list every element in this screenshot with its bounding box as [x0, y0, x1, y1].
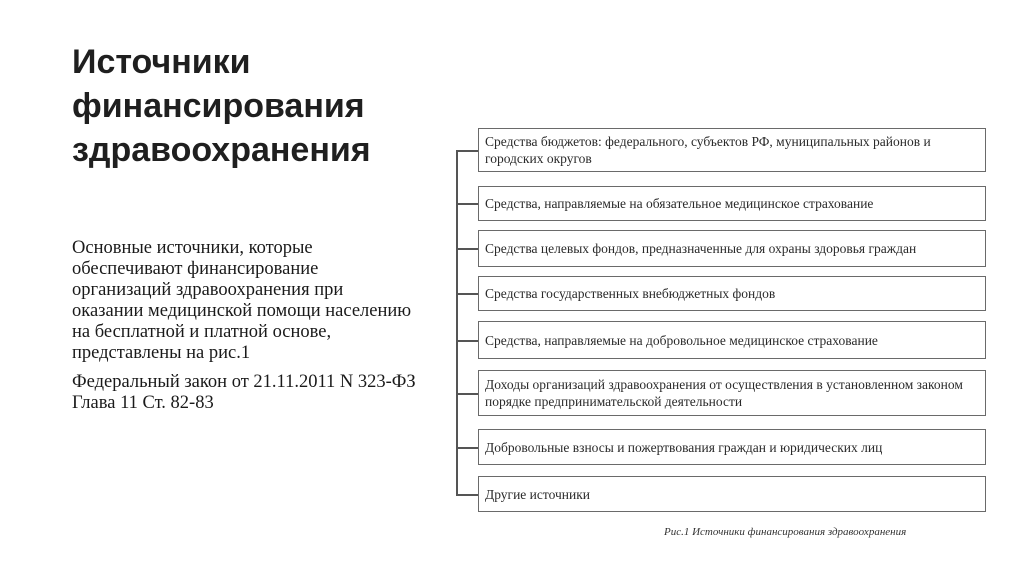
diagram-trunk-top-connector — [456, 150, 478, 152]
diagram-connector — [456, 494, 478, 496]
figure-caption: Рис.1 Источники финансирования здравоохранения — [664, 526, 907, 538]
source-box-target-funds — [478, 230, 986, 267]
source-box-business-income — [478, 370, 986, 416]
source-box-budgets — [478, 128, 986, 172]
body-paragraph-main: Основные источники, которые обеспечивают финансирование организаций здравоохранения при оказании медицинской помощи населению на бесплатной и платной основе, представлены на рис.1 — [72, 238, 412, 363]
slide-title: Источники финансирования здравоохранения — [72, 43, 371, 169]
diagram-connector — [456, 293, 478, 295]
diagram-connector — [456, 393, 478, 395]
diagram-connector — [456, 447, 478, 449]
source-label: Средства целевых фондов, предназначенные для охраны здоровья граждан — [485, 241, 917, 256]
source-box-donations — [478, 429, 986, 465]
source-label: Средства, направляемые на добровольное медицинское страхование — [485, 332, 878, 348]
source-box-extrabudgetary-funds — [478, 276, 986, 311]
source-box-other — [478, 476, 986, 512]
body-paragraph-law-reference: Федеральный закон от 21.11.2011 N 323-ФЗ Глава 11 Ст. 82-83 — [72, 372, 416, 413]
source-label: Средства бюджетов: федерального, субъектов РФ, муниципальных районов и городских округов — [485, 134, 931, 166]
diagram-connector — [456, 248, 478, 250]
diagram-connector — [456, 203, 478, 205]
source-label: Средства государственных внебюджетных фондов — [485, 286, 776, 301]
source-box-voluntary-insurance — [478, 321, 986, 359]
source-label: Средства, направляемые на обязательное медицинское страхование — [485, 196, 874, 211]
source-label: Добровольные взносы и пожертвования граждан и юридических лиц — [485, 439, 883, 455]
source-label: Доходы организаций здравоохранения от осуществления в установленном законом порядке предпринимательской деятельности — [485, 377, 963, 409]
source-box-mandatory-insurance — [478, 186, 986, 221]
diagram-trunk-line — [456, 150, 458, 495]
diagram-connector — [456, 340, 478, 342]
source-label: Другие источники — [485, 486, 591, 502]
